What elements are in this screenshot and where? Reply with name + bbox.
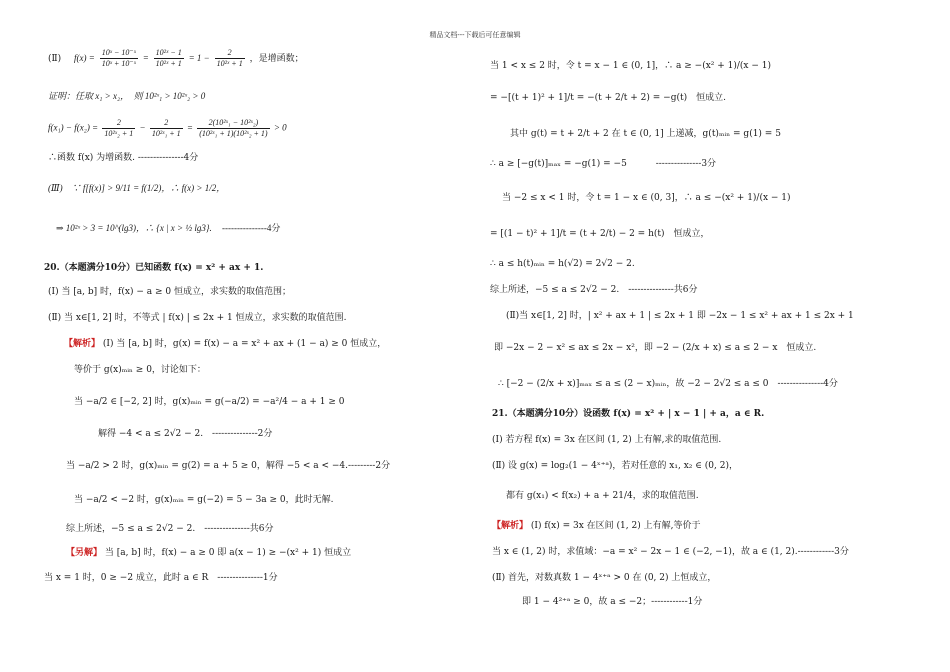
case-x-lt-1: 当 −2 ≤ x < 1 时，令 t = 1 − x ∈ (0, 3]，∴ a ≤ −(x² + 1)/(x − 1) [502, 193, 791, 203]
left-column [40, 0, 460, 672]
solution-case-2: 当 −a/2 > 2 时，g(x)ₘᵢₙ = g(2) = a + 5 ≥ 0，解得 −5 < a < −4.---------2分 [66, 461, 391, 471]
question-21-part-2: (Ⅱ) 设 g(x) = log₂(1 − 4ˣ⁺ᵃ)，若对任意的 x₁, x₂ ∈ (0, 2)， [492, 461, 738, 471]
alternate-tag: 【另解】 [66, 548, 103, 558]
question-20-title: 20.（本题满分10分）已知函数 f(x) = x² + ax + 1. [44, 263, 264, 273]
solution-summary: 综上所述，−5 ≤ a ≤ 2√2 − 2. ---------------共6分 [66, 524, 274, 534]
part-2-inequality: (Ⅱ)当 x∈[1, 2] 时，| x² + ax + 1 | ≤ 2x + 1 即 −2x − 1 ≤ x² + ax + 1 ≤ 2x + 1 [506, 311, 854, 321]
part-iii-line: (Ⅲ) ∵ f[f(x)] > 9/11 = f(1/2)，∴ f(x) > 1/2， [48, 183, 226, 193]
solution-tag: 【解析】 [64, 339, 101, 349]
part-1-summary: 综上所述，−5 ≤ a ≤ 2√2 − 2. ---------------共6分 [490, 285, 698, 295]
solution-case-1: 当 −a/2 ∈ [−2, 2] 时，g(x)ₘᵢₙ = g(−a/2) = −a²/4 − a + 1 ≥ 0 [74, 397, 345, 407]
solution-equivalent: 等价于 g(x)ₘᵢₙ ≥ 0，讨论如下： [74, 365, 206, 375]
case-x-gt-1: 当 1 < x ≤ 2 时，令 t = x − 1 ∈ (0, 1]，∴ a ≥ −(x² + 1)/(x − 1) [490, 61, 772, 71]
alternate-case-x-1: 当 x = 1 时，0 ≥ −2 成立，此时 a ∈ R ---------------1分 [44, 573, 278, 583]
part-ii-line: (Ⅱ) f(x) = $\frac{\text{10ˣ − 10⁻ˣ}}{\text{10ˣ + 10⁻ˣ}}$ = $\frac{\text{10²ˣ − 1}}{\text{10²ˣ + 1}}$ = 1 − $\frac{2}{\text{10²ˣ + 1}}$ ，是增函数； [48, 48, 304, 68]
a-lower-bound: ∴ a ≥ [−g(t)]ₘₐₓ = −g(1) = −5 ---------------3分 [490, 159, 717, 169]
question-21-part-2-condition: 都有 g(x₁) < f(x₂) + a + 21/4，求的取值范围. [506, 491, 699, 501]
question-21-part-1: (Ⅰ) 若方程 f(x) = 3x 在区间 (1, 2) 上有解,求的取值范围. [492, 435, 722, 445]
part-2-result: ∴ [−2 − (2/x + x)]ₘₐₓ ≤ a ≤ (2 − x)ₘᵢₙ，故 −2 − 2√2 ≤ a ≤ 0 ---------------4分 [498, 379, 838, 389]
case-x-gt-1-transform: = −[(t + 1)² + 1]/t = −(t + 2/t + 2) = −g(t) 恒成立. [490, 93, 726, 103]
question-21-title: 21.（本题满分10分）设函数 f(x) = x² + | x − 1 | + a，a ∈ R. [492, 409, 765, 419]
solution-part-1: 【解析】 (Ⅰ) 当 [a, b] 时，g(x) = f(x) − a = x² + ax + (1 − a) ≥ 0 恒成立， [64, 339, 387, 349]
q21-part-2-start: (Ⅱ) 首先，对数真数 1 − 4ˣ⁺ᵃ > 0 在 (0, 2) 上恒成立， [492, 573, 717, 583]
part-2-rearranged: 即 −2x − 2 − x² ≤ ax ≤ 2x − x²，即 −2 − (2/x + x) ≤ a ≤ 2 − x 恒成立. [494, 343, 817, 353]
q21-range-result: 当 x ∈ (1, 2) 时，求值域：−a = x² − 2x − 1 ∈ (−2, −1)，故 a ∈ (1, 2).------------3分 [492, 547, 849, 557]
a-upper-bound: ∴ a ≤ h(t)ₘᵢₙ = h(√2) = 2√2 − 2. [490, 259, 635, 269]
solution-case-3: 当 −a/2 < −2 时，g(x)ₘᵢₙ = g(−2) = 5 − 3a ≥ 0，此时无解. [74, 495, 334, 505]
g-decreasing: 其中 g(t) = t + 2/t + 2 在 t ∈ (0, 1] 上递减，g(t)ₘᵢₙ = g(1) = 5 [510, 129, 781, 139]
proof-line: 证明：任取 x₁ > x₂， 则 10²ˣ₁ > 10²ˣ₂ > 0 [48, 91, 206, 101]
increasing-conclusion: ∴函数 f(x) 为增函数. ---------------4分 [48, 153, 199, 163]
q21-solution-part-1: 【解析】 (Ⅰ) f(x) = 3x 在区间 (1, 2) 上有解,等价于 [492, 521, 701, 531]
right-column [486, 0, 926, 672]
alternate-solution: 【另解】 当 [a, b] 时，f(x) − a ≥ 0 即 a(x − 1) ≥ −(x² + 1) 恒成立 [66, 548, 352, 558]
difference-line: f(x₁) − f(x₂) = $\frac{2}{\text{10²ˣ₂ + 1}}$ − $\frac{2}{\text{10²ˣ₁ + 1}}$ = $\frac{\text{2(10²ˣ₁ − 10²ˣ₂)}}{\text{(10²ˣ₁ + 1)(10²ˣ₂ + 1)}}$ > 0 [48, 118, 287, 138]
question-20-part-2: (Ⅱ) 当 x∈[1, 2] 时，不等式 | f(x) | ≤ 2x + 1 恒成立，求实数的取值范围. [48, 313, 347, 323]
solution-case-1-result: 解得 −4 < a ≤ 2√2 − 2. ---------------2分 [98, 429, 273, 439]
q21-solution-tag: 【解析】 [492, 521, 529, 531]
q21-part-2-bound: 即 1 − 4²⁺ᵃ ≥ 0，故 a ≤ −2；------------1分 [522, 597, 703, 607]
page-header: 精品文档---下载后可任意编辑 [429, 31, 521, 39]
question-20-part-1: (Ⅰ) 当 [a, b] 时，f(x) − a ≥ 0 恒成立，求实数的取值范围； [48, 287, 291, 297]
part-iii-solution: ⇒ 10²ˣ > 3 = 10^(lg3)，∴ {x | x > ½ lg3}. ---------------4分 [56, 223, 281, 233]
case-x-lt-1-transform: = [(1 − t)² + 1]/t = (t + 2/t) − 2 = h(t) 恒成立， [490, 229, 710, 239]
